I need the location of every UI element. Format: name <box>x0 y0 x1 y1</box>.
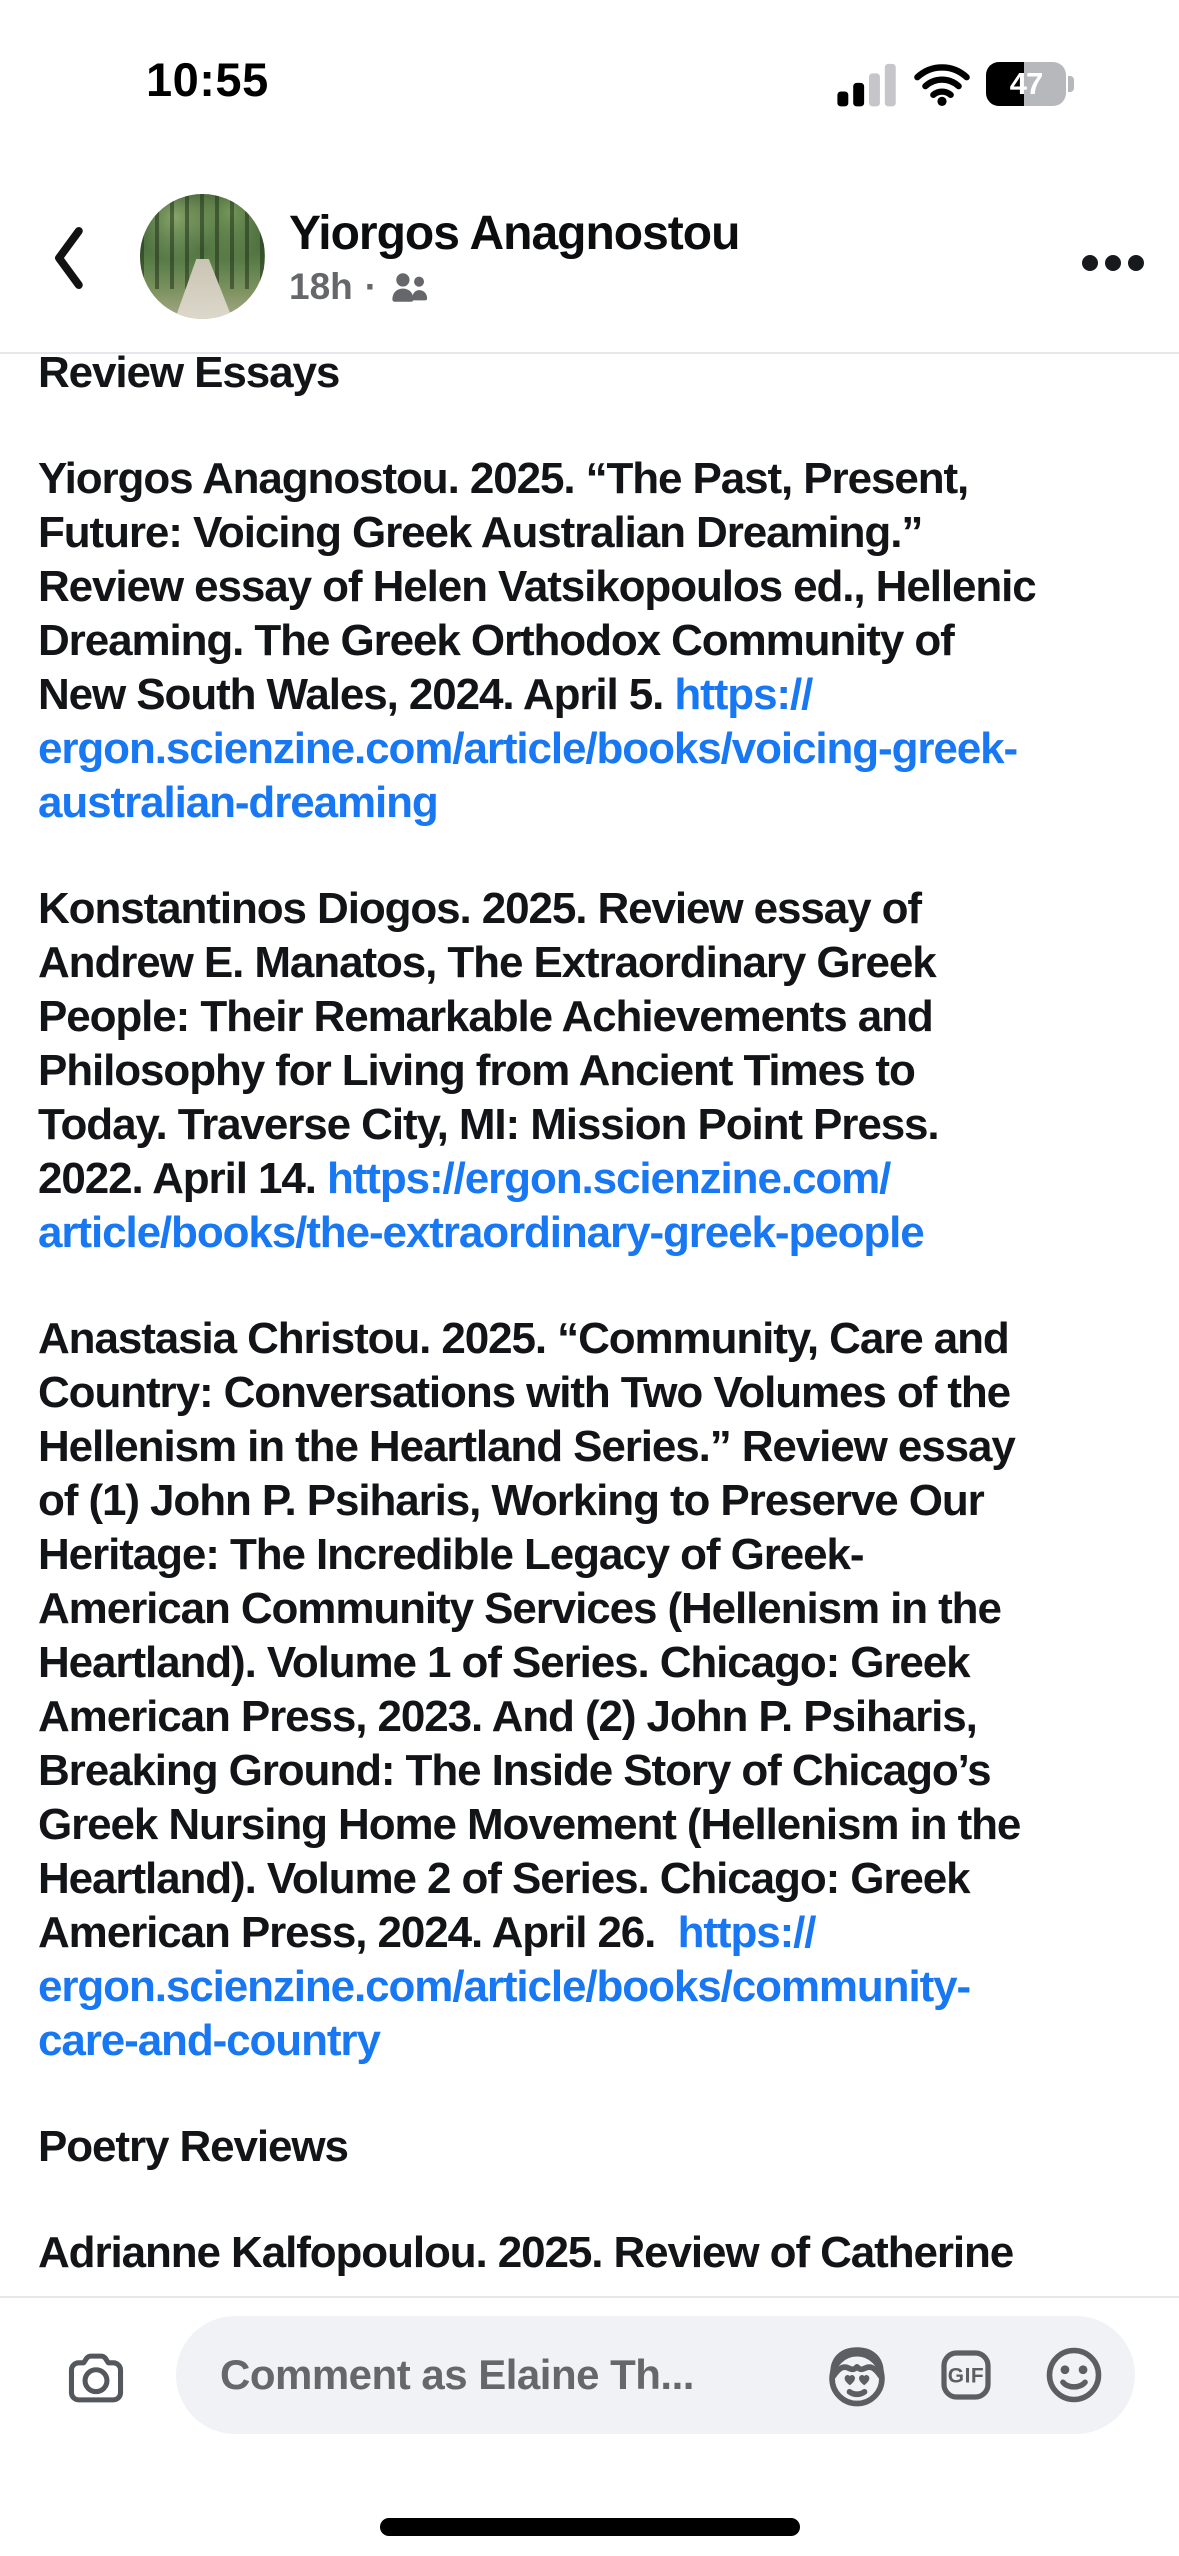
post-text: Future: Voicing Greek Australian Dreaming.” <box>38 508 923 557</box>
post-line <box>38 2226 1150 2280</box>
ellipsis-dot <box>1128 255 1144 271</box>
timestamp: 18h <box>289 266 353 307</box>
post-text: Yiorgos Anagnostou. 2025. “The Past, Present, <box>38 454 969 503</box>
post-text: Today. Traverse City, MI: Mission Point Press. <box>38 1100 939 1149</box>
post-text: American Press, 2024. April 26. <box>38 1908 678 1957</box>
composer-actions <box>821 2339 1109 2411</box>
post-meta <box>289 266 431 308</box>
post-text: Poetry Reviews <box>38 2122 348 2171</box>
post-line <box>38 668 1150 722</box>
post-text: Adrianne Kalfopoulou. 2025. Review of Catherine <box>38 2228 1014 2277</box>
post-text: Philosophy for Living from Ancient Times to <box>38 1046 915 1095</box>
camera-icon[interactable] <box>60 2346 132 2410</box>
post-text: Hellenism in the Heartland Series.” Review essay <box>38 1422 1015 1471</box>
status-icons <box>836 60 1066 108</box>
post-text: New South Wales, 2024. April 5. <box>38 670 675 719</box>
post-text: 2022. April 14. <box>38 1154 327 1203</box>
post-paragraph <box>38 2120 1150 2174</box>
post-paragraph <box>38 452 1150 830</box>
post-line <box>38 1098 1150 1152</box>
post-line <box>38 1152 1150 1206</box>
post-line <box>38 1582 1150 1636</box>
post-line <box>38 1636 1150 1690</box>
wifi-icon <box>913 62 971 106</box>
post-text: Review essay of Helen Vatsikopoulos ed., Hellenic <box>38 562 1036 611</box>
post-paragraph <box>38 2226 1150 2280</box>
post-text: Review Essays <box>38 348 340 397</box>
post-line <box>38 560 1150 614</box>
status-time: 10:55 <box>146 53 269 106</box>
post-link[interactable]: ergon.scienzine.com/article/books/community- <box>38 1962 971 2011</box>
post-text: Anastasia Christou. 2025. “Community, Care and <box>38 1314 1009 1363</box>
post-line <box>38 1744 1150 1798</box>
post-link[interactable]: https://ergon.scienzine.com/ <box>326 1154 891 1203</box>
post-text: Konstantinos Diogos. 2025. Review essay of <box>38 884 921 933</box>
post-link[interactable]: ergon.scienzine.com/article/books/voicing-greek- <box>38 724 1018 773</box>
avatar[interactable] <box>140 194 265 319</box>
post-text: Heartland). Volume 2 of Series. Chicago: Greek <box>38 1854 970 1903</box>
ellipsis-dot <box>1105 255 1121 271</box>
cellular-signal-icon <box>836 61 898 107</box>
post-text: American Press, 2023. And (2) John P. Psiharis, <box>38 1692 977 1741</box>
post-line <box>38 2120 1150 2174</box>
post-paragraph <box>38 882 1150 1260</box>
post-line <box>38 1474 1150 1528</box>
avatar-sticker-icon[interactable] <box>821 2339 893 2411</box>
battery-icon <box>986 62 1066 106</box>
friends-privacy-icon <box>389 271 431 304</box>
post-line <box>38 506 1150 560</box>
post-line <box>38 990 1150 1044</box>
post-text: American Community Services (Hellenism in the <box>38 1584 1001 1633</box>
more-options-button[interactable] <box>1076 249 1150 277</box>
post-line <box>38 1852 1150 1906</box>
gif-icon[interactable] <box>933 2342 999 2408</box>
post-link[interactable]: australian-dreaming <box>38 778 438 827</box>
post-line <box>38 1528 1150 1582</box>
post-line <box>38 1420 1150 1474</box>
post-line <box>38 614 1150 668</box>
post-line <box>38 1690 1150 1744</box>
post-line <box>38 1906 1150 1960</box>
post-paragraph <box>38 1312 1150 2068</box>
battery-percent: 47 <box>1009 66 1043 101</box>
comment-input[interactable] <box>176 2316 1135 2434</box>
post-line <box>38 346 1150 400</box>
post-text: Heartland). Volume 1 of Series. Chicago: Greek <box>38 1638 970 1687</box>
post-line <box>38 452 1150 506</box>
post-paragraph <box>38 346 1150 400</box>
gif-label: GIF <box>947 2364 985 2388</box>
comment-bar <box>0 2296 1179 2556</box>
post-body <box>38 346 1150 2332</box>
post-line <box>38 1312 1150 1366</box>
post-text: Greek Nursing Home Movement (Hellenism in the <box>38 1800 1021 1849</box>
post-line <box>38 1206 1150 1260</box>
post-text: Andrew E. Manatos, The Extraordinary Greek <box>38 938 936 987</box>
post-link[interactable]: article/books/the-extraordinary-greek-people <box>38 1208 924 1257</box>
post-line <box>38 1044 1150 1098</box>
post-line <box>38 1366 1150 1420</box>
post-text: Breaking Ground: The Inside Story of Chicago’s <box>38 1746 991 1795</box>
post-line <box>38 2014 1150 2068</box>
post-text: Heritage: The Incredible Legacy of Greek- <box>38 1530 864 1579</box>
back-button[interactable] <box>50 224 86 292</box>
home-indicator[interactable] <box>380 2518 800 2536</box>
post-link[interactable]: care-and-country <box>38 2016 380 2065</box>
post-link[interactable]: https:// <box>674 670 813 719</box>
battery-nub <box>1068 76 1074 92</box>
post-line <box>38 936 1150 990</box>
post-line <box>38 1798 1150 1852</box>
meta-separator: · <box>364 266 378 307</box>
post-line <box>38 1960 1150 2014</box>
post-link[interactable]: https:// <box>677 1908 816 1957</box>
profile-name[interactable]: Yiorgos Anagnostou <box>289 207 740 260</box>
post-text: People: Their Remarkable Achievements and <box>38 992 933 1041</box>
post-text: of (1) John P. Psiharis, Working to Preserve Our <box>38 1476 984 1525</box>
comment-placeholder: Comment as Elaine Th... <box>220 2351 694 2398</box>
post-text: Dreaming. The Greek Orthodox Community of <box>38 616 954 665</box>
post-text: Country: Conversations with Two Volumes of the <box>38 1368 1011 1417</box>
emoji-smiley-icon[interactable] <box>1039 2340 1109 2410</box>
post-line <box>38 882 1150 936</box>
post-line <box>38 776 1150 830</box>
post-line <box>38 722 1150 776</box>
ellipsis-dot <box>1082 255 1098 271</box>
